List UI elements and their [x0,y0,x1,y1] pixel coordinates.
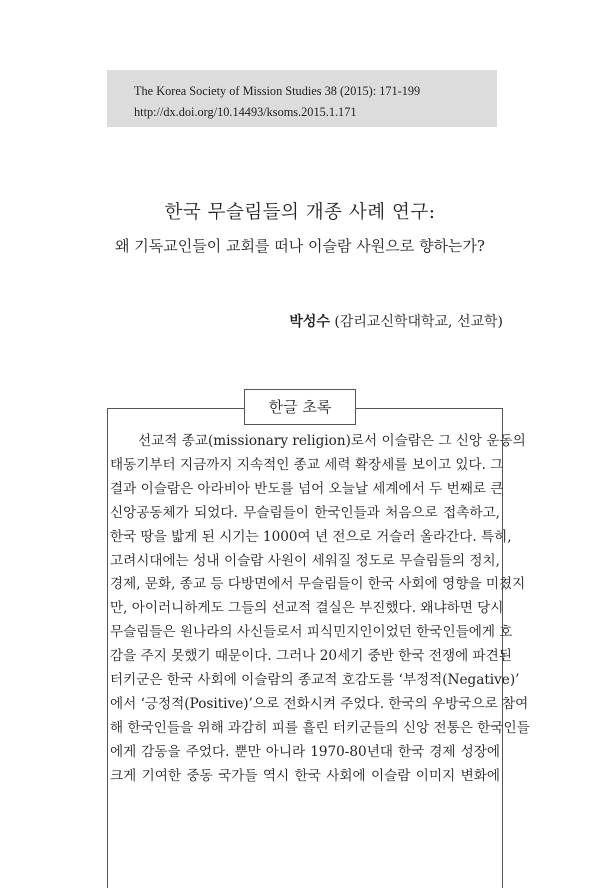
author-line [289,311,503,331]
abstract-line: 선교적 종교(missionary religion)로서 이슬람은 그 신앙 운동의 [138,433,526,449]
abstract-line: 결과 이슬람은 아라비아 반도를 넘어 오늘날 세계에서 두 번째로 큰 [110,480,504,497]
abstract-line: 에게 감동을 주었다. 뿐만 아니라 1970-80년대 한국 경제 성장에 [110,743,500,760]
abstract-line: 태동기부터 지금까지 지속적인 종교 세력 확장세를 보이고 있다. 그 [110,456,504,473]
abstract-line: 터키군은 한국 사회에 이슬람의 종교적 호감도를 ‘부정적(Negative)’ [110,672,520,689]
abstract-line: 무슬림들은 원나라의 사신들로서 피식민지인이었던 한국인들에게 호 [110,624,513,641]
paper-subtitle: 왜 기독교인들이 교회를 떠나 이슬람 사원으로 향하는가? [115,237,485,255]
abstract-line: 에서 ‘긍정적(Positive)’으로 전화시켜 주었다. 한국의 우방국으로 참여 [110,695,529,712]
abstract-text [110,430,530,789]
abstract-line: 크게 기여한 중동 국가들 역시 한국 사회에 이슬람 이미지 변화에 [110,767,500,784]
abstract-label: 한글 초록 [244,389,356,425]
author-affiliation: (감리교신학대학교, 선교학) [334,314,503,330]
journal-header-box [107,70,497,127]
abstract-line: 한국 땅을 밟게 된 시기는 1000여 년 전으로 거슬러 올라간다. 특히, [110,528,512,545]
abstract-line: 경제, 문화, 종교 등 다방면에서 무슬림들이 한국 사회에 영향을 미쳤지 [110,576,526,593]
abstract-line: 고려시대에는 성내 이슬람 사원이 세워질 정도로 무슬림들의 정치, [110,552,500,569]
abstract-line: 감을 주지 못했기 때문이다. 그러나 20세기 중반 한국 전쟁에 파견된 [110,648,512,665]
abstract-line: 만, 아이러니하게도 그들의 선교적 결실은 부진했다. 왜냐하면 당시 [110,600,504,617]
doi-link[interactable]: http://dx.doi.org/10.14493/ksoms.2015.1.171 [134,105,357,119]
paper-title: 한국 무슬림들의 개종 사례 연구: [164,202,436,223]
author-name: 박성수 [289,314,330,330]
journal-citation: The Korea Society of Mission Studies 38 (2015): 171-199 [134,84,421,98]
abstract-line: 해 한국인들을 위해 과감히 피를 흘린 터키군들의 신앙 전통은 한국인들 [110,719,530,736]
abstract-line: 신앙공동체가 되었다. 무슬림들이 한국인들과 처음으로 접촉하고, [110,504,500,521]
